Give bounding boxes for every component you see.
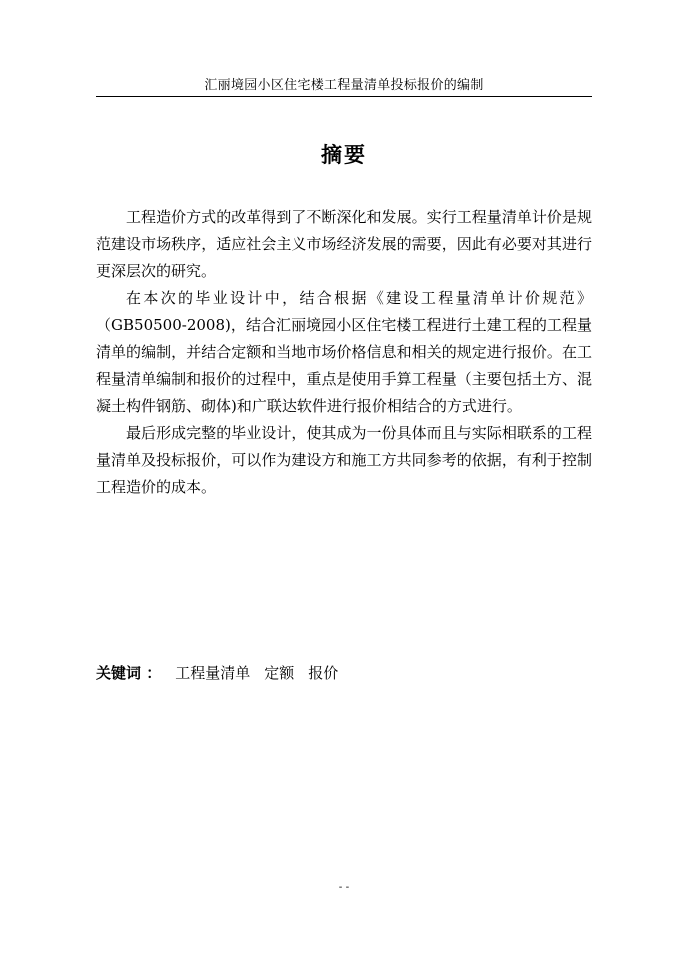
paragraph-3: 最后形成完整的毕业设计，使其成为一份具体而且与实际相联系的工程量清单及投标报价，可以作为建设方和施工方共同参考的依据，有利于控制工程造价的成本。 (96, 424, 592, 496)
keyword-item: 报价 (308, 664, 339, 682)
header-rule (96, 96, 592, 97)
paragraph-2: 在本次的毕业设计中，结合根据《建设工程量清单计价规范》（GB50500-2008)，结合汇丽境园小区住宅楼工程进行土建工程的工程量清单的编制，并结合定额和当地市场价格信息和相关的规定进行报价。在工程量清单编制和报价的过程中，重点是使用手算工程量（主要包括土方、混凝土构件钢筋、砌体)和广联达软件进行报价相结合的方式进行。 (96, 289, 592, 415)
paragraph-1: 工程造价方式的改革得到了不断深化和发展。实行工程量清单计价是规范建设市场秩序，适应社会主义市场经济发展的需要，因此有必要对其进行更深层次的研究。 (96, 208, 592, 280)
keyword-item: 定额 (264, 664, 295, 682)
running-header: 汇丽境园小区住宅楼工程量清单投标报价的编制 (204, 78, 484, 93)
keywords-label: 关键词 ： (96, 664, 162, 682)
abstract-body (96, 204, 592, 501)
keyword-item: 工程量清单 (175, 664, 251, 682)
page-title: 摘要 (321, 143, 367, 167)
page-number: - - (338, 882, 350, 893)
keywords-line (96, 660, 592, 687)
